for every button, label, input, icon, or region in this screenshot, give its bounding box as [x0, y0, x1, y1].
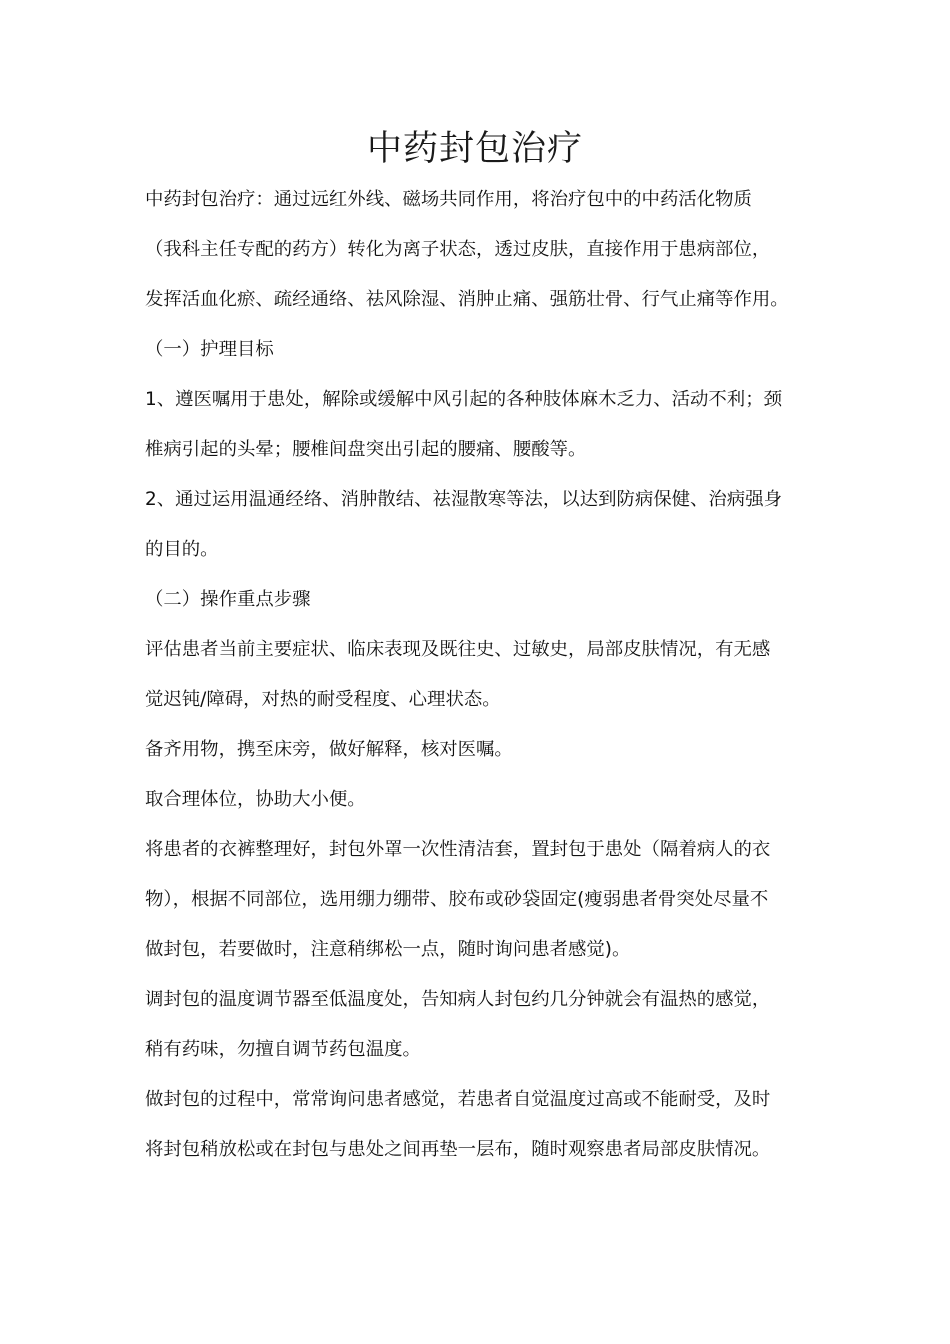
- text-line: 调封包的温度调节器至低温度处，告知病人封包约几分钟就会有温热的感觉，: [145, 989, 771, 1010]
- text-line: 发挥活血化瘀、疏经通络、祛风除湿、消肿止痛、强筋壮骨、行气止痛等作用。: [145, 289, 789, 310]
- text-line: 1、遵医嘱用于患处，解除或缓解中风引起的各种肢体麻木乏力、活动不利；颈: [145, 389, 782, 410]
- text-line: 椎病引起的头晕；腰椎间盘突出引起的腰痛、腰酸等。: [145, 439, 587, 460]
- text-line: （我科主任专配的药方）转化为离子状态，透过皮肤，直接作用于患病部位，: [145, 239, 771, 260]
- text-line: 评估患者当前主要症状、临床表现及既往史、过敏史，局部皮肤情况，有无感: [145, 639, 771, 660]
- text-line: 觉迟钝/障碍，对热的耐受程度、心理状态。: [145, 689, 501, 710]
- text-line: 物），根据不同部位，选用绷力绷带、胶布或砂袋固定(瘦弱患者骨突处尽量不: [145, 889, 769, 910]
- document-body: [145, 175, 815, 1175]
- section-heading-nursing-goals: （一）护理目标: [145, 339, 274, 360]
- document-title: 中药封包治疗: [366, 129, 583, 169]
- text-line: 将封包稍放松或在封包与患处之间再垫一层布，随时观察患者局部皮肤情况。: [145, 1139, 771, 1160]
- text-line: 做封包的过程中，常常询问患者感觉，若患者自觉温度过高或不能耐受，及时: [145, 1089, 771, 1110]
- text-line: 取合理体位，协助大小便。: [145, 789, 366, 810]
- text-line: 中药封包治疗：通过远红外线、磁场共同作用，将治疗包中的中药活化物质: [145, 189, 752, 210]
- text-line: 将患者的衣裤整理好，封包外罩一次性清洁套，置封包于患处（隔着病人的衣: [145, 839, 771, 860]
- text-line: 做封包，若要做时，注意稍绑松一点，随时询问患者感觉)。: [145, 939, 631, 960]
- text-line: 稍有药味，勿擅自调节药包温度。: [145, 1039, 421, 1060]
- text-line: 的目的。: [145, 539, 219, 560]
- text-line: 备齐用物，携至床旁，做好解释，核对医嘱。: [145, 739, 513, 760]
- text-line: 2、通过运用温通经络、消肿散结、祛湿散寒等法，以达到防病保健、治病强身: [145, 489, 782, 510]
- section-heading-key-steps: （二）操作重点步骤: [145, 589, 311, 610]
